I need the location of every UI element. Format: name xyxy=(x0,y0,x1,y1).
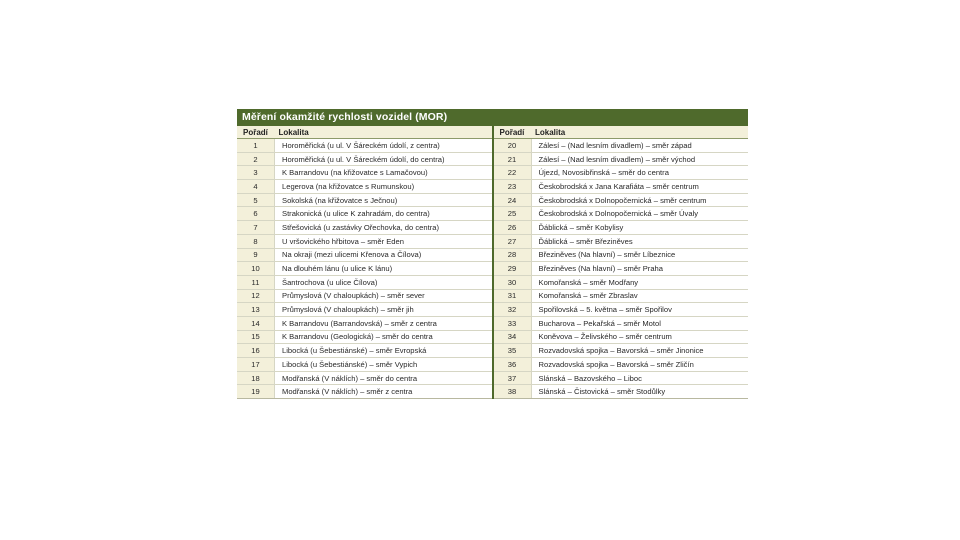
table-row xyxy=(237,207,492,221)
table-row xyxy=(494,371,749,385)
table-row xyxy=(237,139,492,153)
row-order: 30 xyxy=(494,275,532,289)
row-order: 1 xyxy=(237,139,275,153)
row-location: Modřanská (V náklích) – směr z centra xyxy=(275,385,492,399)
table-row xyxy=(494,275,749,289)
row-location: Strakonická (u ulice K zahradám, do centra) xyxy=(275,207,492,221)
row-location: Sokolská (na křižovatce s Ječnou) xyxy=(275,193,492,207)
left-table xyxy=(237,126,492,399)
table-row xyxy=(494,166,749,180)
row-order: 29 xyxy=(494,262,532,276)
row-order: 32 xyxy=(494,303,532,317)
row-location: Libocká (u Šebestiánské) – směr Evropská xyxy=(275,344,492,358)
row-location: Šantrochova (u ulice Čílova) xyxy=(275,275,492,289)
table-row xyxy=(494,152,749,166)
row-order: 38 xyxy=(494,385,532,399)
table-row xyxy=(237,248,492,262)
row-order: 4 xyxy=(237,180,275,194)
row-order: 21 xyxy=(494,152,532,166)
table-row xyxy=(237,330,492,344)
row-order: 5 xyxy=(237,193,275,207)
row-location: Slánská – Čistovická – směr Stodůlky xyxy=(531,385,748,399)
table-row xyxy=(237,275,492,289)
row-order: 25 xyxy=(494,207,532,221)
row-location: Libocká (u Šebestiánské) – směr Vypich xyxy=(275,358,492,372)
row-order: 31 xyxy=(494,289,532,303)
row-location: Českobrodská x Jana Karafiáta – směr centrum xyxy=(531,180,748,194)
right-table xyxy=(494,126,749,399)
row-order: 16 xyxy=(237,344,275,358)
row-order: 13 xyxy=(237,303,275,317)
table-row xyxy=(494,180,749,194)
table-row xyxy=(494,330,749,344)
table-columns xyxy=(237,126,748,399)
table-row xyxy=(494,248,749,262)
table-row xyxy=(237,358,492,372)
left-half xyxy=(237,126,494,399)
header-order: Pořadí xyxy=(237,126,275,139)
row-location: Legerova (na křižovatce s Rumunskou) xyxy=(275,180,492,194)
row-location: Horoměřická (u ul. V Šáreckém údolí, do centra) xyxy=(275,152,492,166)
row-order: 23 xyxy=(494,180,532,194)
row-order: 17 xyxy=(237,358,275,372)
table-row xyxy=(237,289,492,303)
table-row xyxy=(237,371,492,385)
row-order: 15 xyxy=(237,330,275,344)
row-location: Rozvadovská spojka – Bavorská – směr Jinonice xyxy=(531,344,748,358)
table-row xyxy=(494,207,749,221)
table-row xyxy=(494,385,749,399)
header-row xyxy=(494,126,749,139)
row-location: Českobrodská x Dolnopočernická – směr Úvaly xyxy=(531,207,748,221)
row-order: 11 xyxy=(237,275,275,289)
row-location: K Barrandovu (na křižovatce s Lamačovou) xyxy=(275,166,492,180)
table-row xyxy=(494,344,749,358)
row-location: Komořanská – směr Zbraslav xyxy=(531,289,748,303)
row-location: Zálesí – (Nad lesním divadlem) – směr západ xyxy=(531,139,748,153)
row-location: Spořilovská – 5. května – směr Spořilov xyxy=(531,303,748,317)
row-order: 6 xyxy=(237,207,275,221)
table-row xyxy=(494,303,749,317)
table-row xyxy=(237,234,492,248)
row-order: 26 xyxy=(494,221,532,235)
header-location: Lokalita xyxy=(531,126,748,139)
table-row xyxy=(494,289,749,303)
row-order: 12 xyxy=(237,289,275,303)
row-location: Březiněves (Na hlavní) – směr Líbeznice xyxy=(531,248,748,262)
row-location: Zálesí – (Nad lesním divadlem) – směr východ xyxy=(531,152,748,166)
row-location: K Barrandovu (Geologická) – směr do centra xyxy=(275,330,492,344)
row-order: 7 xyxy=(237,221,275,235)
row-order: 2 xyxy=(237,152,275,166)
row-order: 10 xyxy=(237,262,275,276)
row-location: Komořanská – směr Modřany xyxy=(531,275,748,289)
row-location: Českobrodská x Dolnopočernická – směr centrum xyxy=(531,193,748,207)
row-order: 37 xyxy=(494,371,532,385)
row-order: 27 xyxy=(494,234,532,248)
table-row xyxy=(237,152,492,166)
row-order: 36 xyxy=(494,358,532,372)
row-location: Slánská – Bazovského – Liboc xyxy=(531,371,748,385)
left-table-body xyxy=(237,139,492,399)
row-location: Modřanská (V náklích) – směr do centra xyxy=(275,371,492,385)
row-order: 9 xyxy=(237,248,275,262)
row-location: Střešovická (u zastávky Ořechovka, do centra) xyxy=(275,221,492,235)
row-order: 18 xyxy=(237,371,275,385)
row-location: Průmyslová (V chaloupkách) – směr sever xyxy=(275,289,492,303)
header-location: Lokalita xyxy=(275,126,492,139)
row-location: Průmyslová (V chaloupkách) – směr jih xyxy=(275,303,492,317)
row-location: Bucharova – Pekařská – směr Motol xyxy=(531,316,748,330)
row-order: 19 xyxy=(237,385,275,399)
row-order: 24 xyxy=(494,193,532,207)
table-row xyxy=(237,221,492,235)
row-location: Ďáblická – směr Březiněves xyxy=(531,234,748,248)
table-row xyxy=(494,193,749,207)
row-order: 3 xyxy=(237,166,275,180)
row-order: 33 xyxy=(494,316,532,330)
header-row xyxy=(237,126,492,139)
row-order: 14 xyxy=(237,316,275,330)
row-location: Újezd, Novosibřinská – směr do centra xyxy=(531,166,748,180)
table-row xyxy=(494,316,749,330)
row-order: 20 xyxy=(494,139,532,153)
row-order: 35 xyxy=(494,344,532,358)
row-order: 8 xyxy=(237,234,275,248)
table-row xyxy=(237,316,492,330)
table-row xyxy=(237,262,492,276)
table-row xyxy=(494,221,749,235)
row-location: K Barrandovu (Barrandovská) – směr z centra xyxy=(275,316,492,330)
row-location: U vršovického hřbitova – směr Eden xyxy=(275,234,492,248)
row-location: Březiněves (Na hlavní) – směr Praha xyxy=(531,262,748,276)
row-location: Na dlouhém lánu (u ulice K lánu) xyxy=(275,262,492,276)
table-row xyxy=(494,139,749,153)
row-location: Na okraji (mezi ulicemi Křenova a Čílova) xyxy=(275,248,492,262)
table-row xyxy=(237,385,492,399)
table-title: Měření okamžité rychlosti vozidel (MOR) xyxy=(237,109,748,126)
row-order: 34 xyxy=(494,330,532,344)
table-row xyxy=(237,303,492,317)
row-location: Ďáblická – směr Kobylisy xyxy=(531,221,748,235)
table-row xyxy=(237,344,492,358)
right-half xyxy=(494,126,749,399)
table-row xyxy=(494,262,749,276)
header-order: Pořadí xyxy=(494,126,532,139)
table-row xyxy=(237,166,492,180)
row-location: Rozvadovská spojka – Bavorská – směr Zličín xyxy=(531,358,748,372)
right-table-body xyxy=(494,139,749,399)
row-order: 28 xyxy=(494,248,532,262)
row-location: Koněvova – Želivského – směr centrum xyxy=(531,330,748,344)
speed-measurement-table xyxy=(237,109,748,399)
row-order: 22 xyxy=(494,166,532,180)
table-row xyxy=(494,234,749,248)
table-row xyxy=(237,193,492,207)
row-location: Horoměřická (u ul. V Šáreckém údolí, z centra) xyxy=(275,139,492,153)
table-row xyxy=(494,358,749,372)
table-row xyxy=(237,180,492,194)
